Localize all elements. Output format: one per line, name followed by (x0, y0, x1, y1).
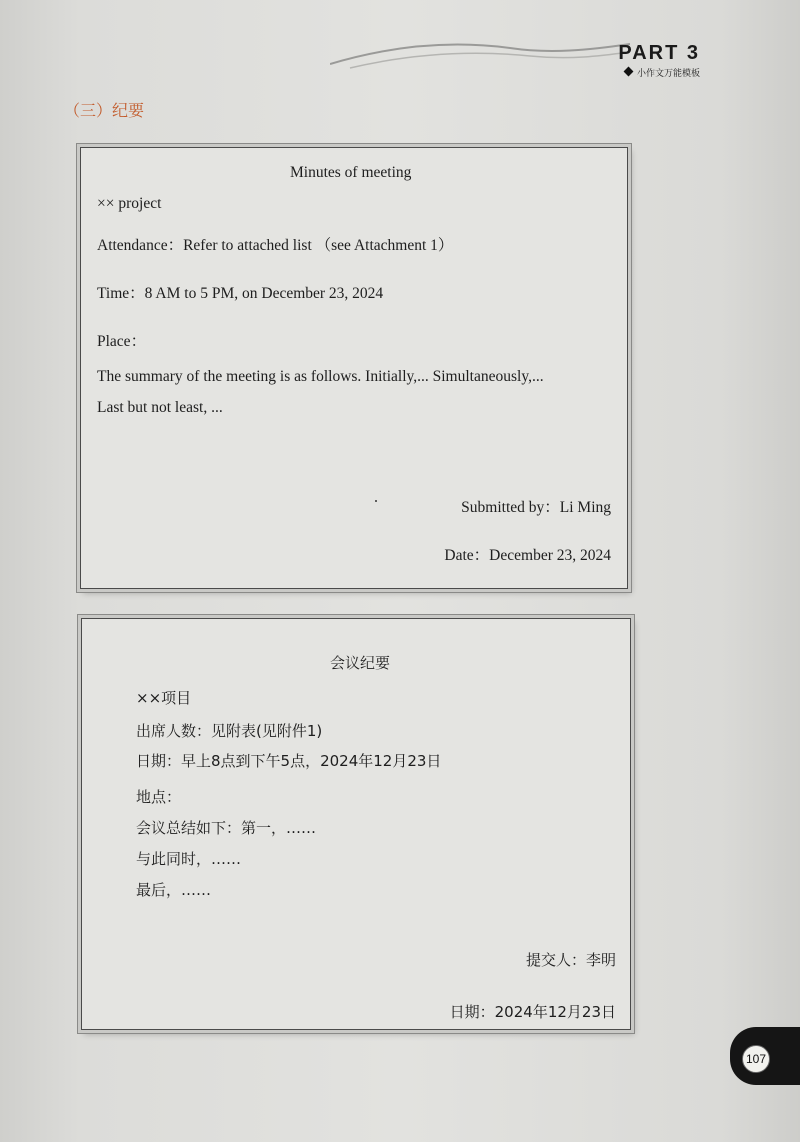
chinese-project: ××项目 (136, 689, 192, 707)
english-date: Date：December 23, 2024 (444, 547, 611, 564)
chinese-place: 地点： (136, 788, 182, 806)
english-title: Minutes of meeting (290, 164, 412, 181)
english-attendance: Attendance：Refer to attached list （see Attachment 1） (97, 237, 454, 254)
page-number: 107 (742, 1045, 770, 1073)
part-subtitle-text: 小作文万能模板 (636, 69, 700, 79)
english-place: Place： (97, 333, 147, 350)
english-project: ×× project (97, 195, 162, 212)
english-summary-line2: Last but not least, ... (97, 399, 223, 416)
english-minutes-box (80, 147, 628, 589)
chinese-minutes-box (81, 618, 631, 1030)
chinese-submitted-by: 提交人：李明 (525, 951, 616, 969)
english-summary-line1: The summary of the meeting is as follows. Initially,... Simultaneously,... (97, 368, 544, 385)
chinese-attendance: 出席人数：见附表(见附件1) (136, 722, 323, 740)
diamond-icon (624, 67, 634, 77)
english-time: Time：8 AM to 5 PM, on December 23, 2024 (97, 285, 384, 302)
chinese-meanwhile: 与此同时，…… (136, 850, 242, 868)
chinese-finally: 最后，…… (136, 881, 212, 899)
chinese-title: 会议纪要 (330, 654, 391, 672)
part-subtitle (618, 66, 700, 79)
chinese-summary: 会议总结如下：第一，…… (136, 819, 317, 837)
chinese-time: 日期：早上8点到下午5点，2024年12月23日 (136, 752, 442, 770)
section-title: （三）纪要 (64, 101, 145, 120)
chinese-date: 日期：2024年12月23日 (449, 1003, 616, 1021)
part-title: PART 3 (618, 42, 700, 64)
header-wave-decoration (330, 36, 630, 76)
english-submitted-by: Submitted by：Li Ming (461, 499, 611, 516)
part-header (618, 42, 700, 79)
stray-dot (375, 500, 377, 502)
